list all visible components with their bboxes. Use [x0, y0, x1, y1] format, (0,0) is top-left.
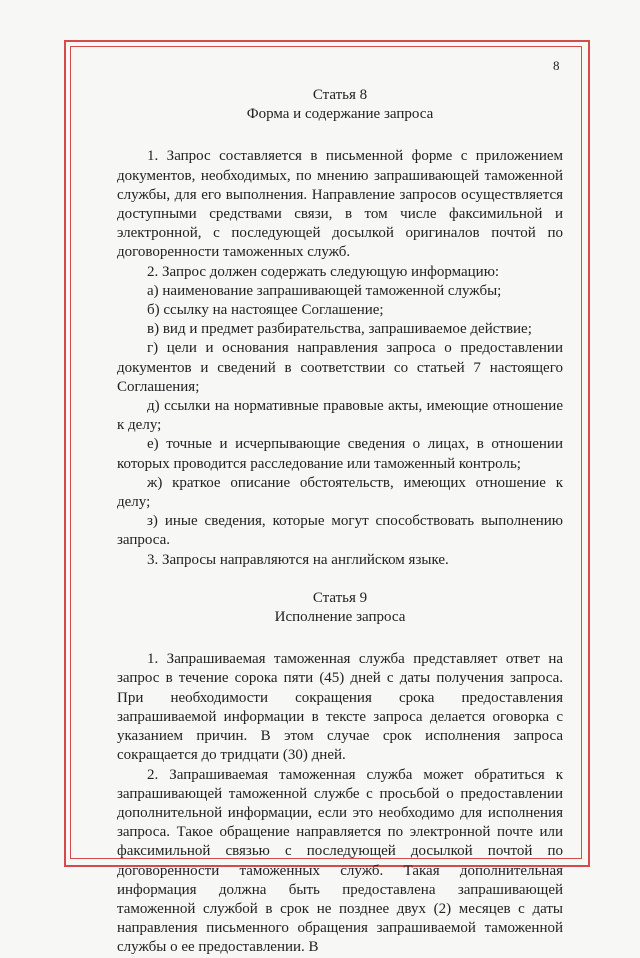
article-8-item-zh: ж) краткое описание обстоятельств, имеющих отношение к делу; [117, 474, 563, 511]
article-8-item-e: е) точные и исчерпывающие сведения о лицах, в отношении которых проводится расследование или таможенный контроль; [117, 436, 563, 472]
article-8-item-v: в) вид и предмет разбирательства, запрашиваемое действие; [147, 321, 532, 338]
article-8-subtitle: Форма и содержание запроса [246, 106, 434, 123]
article-8-heading [117, 86, 563, 124]
article-8-paragraph-3: 3. Запросы направляются на английском языке. [147, 551, 449, 568]
article-9-heading [117, 589, 563, 627]
article-8-title: Статья 8 [312, 87, 368, 103]
article-8-item-d: д) ссылки на нормативные правовые акты, имеющие отношение к делу; [117, 398, 563, 434]
page-number: 8 [553, 58, 560, 73]
article-8-paragraph-2: 2. Запрос должен содержать следующую информацию: [147, 263, 500, 280]
article-8-paragraph-1: 1. Запрос составляется в письменной форме с приложением документов, необходимых, по мнению запрашивающей таможенной службы, для его выполнения. Направление запросов осуществляется доступными средствами связи, в том числе факсимильной и электронной, с последующей досылкой оригиналов почтой по договоренности таможенных служб. [117, 148, 563, 261]
article-9-subtitle: Исполнение запроса [274, 609, 406, 626]
article-8-item-z: з) иные сведения, которые могут способствовать выполнению запроса. [117, 513, 563, 549]
article-9-paragraph-2: 2. Запрашиваемая таможенная служба может обратиться к запрашивающей таможенной службе с просьбой о предоставлении дополнительной информации, если это необходимо для исполнения запроса. Такое обращение направляется по электронной почте или факсимильной связью с последующей досылкой почтой по договоренности таможенных служб. Такая дополнительная информация должна быть предоставлена запрашивающей таможенной службой в срок не позднее двух (2) месяцев с даты направления письменного обращения запрашиваемой таможенной службы о ее предоставлении. В [117, 766, 563, 956]
article-8-item-b: б) ссылку на настоящее Соглашение; [147, 302, 384, 319]
article-9-paragraph-1: 1. Запрашиваемая таможенная служба представляет ответ на запрос в течение сорока пяти (45) дней с даты получения запроса. При необходимости сокращения срока предоставления запрашиваемой информации в тексте запроса делается оговорка с указанием причин. В этом случае срок исполнения запроса сокращается до тридцати (30) дней. [117, 651, 563, 764]
article-8-item-a: а) наименование запрашивающей таможенной службы; [147, 282, 502, 299]
article-8-item-g: г) цели и основания направления запроса о предоставлении документов и сведений в соответствии со статьей 7 настоящего Соглашения; [117, 340, 563, 395]
article-9-title: Статья 9 [312, 589, 368, 606]
document-body [117, 86, 563, 958]
